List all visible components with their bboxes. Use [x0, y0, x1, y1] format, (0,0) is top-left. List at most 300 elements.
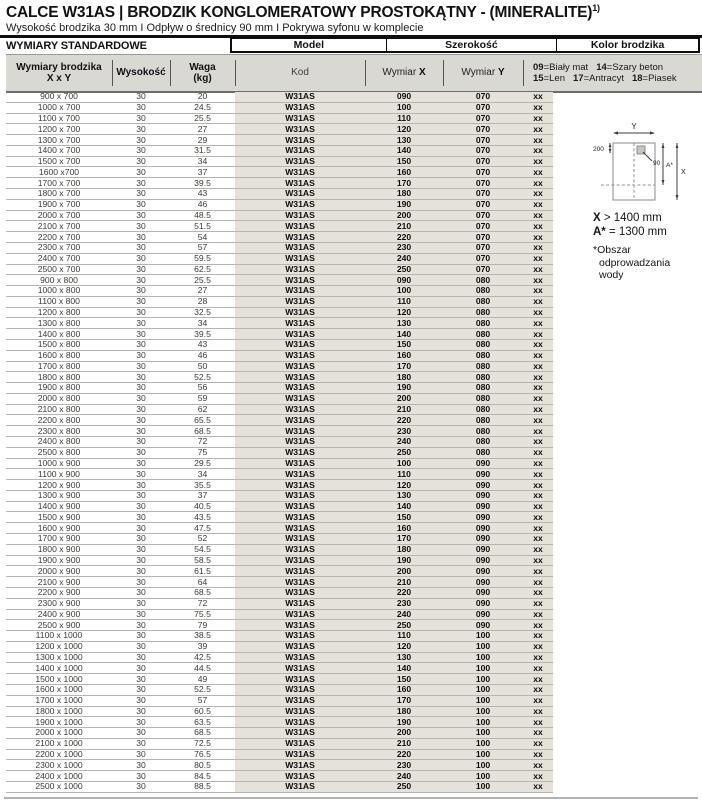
table-row — [6, 577, 553, 588]
cell-code: W31AS — [235, 760, 365, 770]
cell-code: W31AS — [235, 696, 365, 706]
cell-dim-y: 090 — [443, 512, 523, 522]
table-row — [6, 534, 553, 545]
cell-code: W31AS — [235, 265, 365, 275]
table-row — [6, 211, 553, 222]
cell-dimensions: 2000 x 1000 — [35, 727, 83, 738]
footnote-line: *Obszar — [593, 244, 631, 256]
cell-dim-y: 090 — [443, 459, 523, 469]
table-row — [6, 631, 553, 642]
table-row — [6, 146, 553, 157]
cell-code: W31AS — [235, 459, 365, 469]
cell-code: W31AS — [235, 469, 365, 479]
table-row — [6, 275, 553, 286]
cell-dim-y: 080 — [443, 318, 523, 328]
cell-dim-y: 100 — [443, 663, 523, 673]
cell-color-placeholder: xx — [523, 286, 553, 296]
cell-color-placeholder: xx — [523, 92, 553, 102]
cell-dim-x: 240 — [365, 254, 443, 264]
cell-height: 30 — [136, 220, 146, 231]
cell-color-placeholder: xx — [523, 211, 553, 221]
cell-color-placeholder: xx — [523, 415, 553, 425]
cell-weight: 61.5 — [194, 565, 211, 576]
cell-code: W31AS — [235, 653, 365, 663]
cell-height: 30 — [136, 695, 146, 706]
table-row — [6, 620, 553, 631]
cell-color-placeholder: xx — [523, 254, 553, 264]
cell-dim-x: 120 — [365, 642, 443, 652]
cell-code: W31AS — [235, 566, 365, 576]
table-body — [6, 92, 553, 793]
page-title — [6, 3, 600, 22]
table-row — [6, 405, 553, 416]
color-legend-item: 18=Piasek — [631, 73, 677, 84]
cell-color-placeholder: xx — [523, 674, 553, 684]
table-row — [6, 782, 553, 793]
cell-dim-y: 100 — [443, 631, 523, 641]
cell-height: 30 — [136, 759, 146, 770]
cell-dim-y: 100 — [443, 771, 523, 781]
cell-height: 30 — [136, 339, 146, 350]
table-row — [6, 167, 553, 178]
cell-weight: 43 — [197, 339, 208, 350]
cell-dim-x: 180 — [365, 545, 443, 555]
cell-code: W31AS — [235, 534, 365, 544]
cell-dim-x: 250 — [365, 448, 443, 458]
diagram-label-offset: 200 — [593, 146, 604, 153]
page-subtitle: Wysokość brodzika 30 mm I Odpływ o średnicy 90 mm I Pokrywa syfonu w komplecie — [6, 22, 424, 34]
cell-weight: 42.5 — [194, 652, 211, 663]
cell-dimensions: 1100 x 1000 — [35, 630, 83, 641]
cell-height: 30 — [136, 533, 146, 544]
page-title-text: CALCE W31AS | BRODZIK KONGLOMERATOWY PROSTOKĄTNY - (MINERALITE) — [6, 4, 593, 22]
cell-weight: 50 — [197, 360, 208, 371]
cell-code: W31AS — [235, 308, 365, 318]
color-legend-line1 — [533, 62, 702, 74]
cell-dimensions: 1900 x 800 — [37, 382, 81, 393]
cell-dim-y: 080 — [443, 308, 523, 318]
cell-dim-x: 180 — [365, 707, 443, 717]
cell-dimensions: 2300 x 1000 — [35, 759, 83, 770]
diagram-label-y: Y — [631, 122, 637, 131]
table-row — [6, 221, 553, 232]
cell-height: 30 — [136, 673, 146, 684]
arrowhead — [676, 143, 679, 148]
cell-dim-x: 110 — [365, 297, 443, 307]
cell-color-placeholder: xx — [523, 491, 553, 501]
cell-dimensions: 2100 x 800 — [37, 404, 81, 415]
cell-height: 30 — [136, 91, 146, 102]
cell-dim-y: 080 — [443, 415, 523, 425]
cell-color-placeholder: xx — [523, 426, 553, 436]
cell-color-placeholder: xx — [523, 750, 553, 760]
cell-code: W31AS — [235, 157, 365, 167]
cell-color-placeholder: xx — [523, 275, 553, 285]
table-row — [6, 491, 553, 502]
cell-dim-x: 210 — [365, 577, 443, 587]
cell-height: 30 — [136, 738, 146, 749]
cell-color-placeholder: xx — [523, 103, 553, 113]
cell-code: W31AS — [235, 189, 365, 199]
cell-weight: 37 — [197, 490, 208, 501]
cell-dimensions: 1900 x 700 — [37, 199, 81, 210]
cell-dimensions: 1200 x 900 — [37, 479, 81, 490]
cell-weight: 31.5 — [194, 145, 211, 156]
cell-dimensions: 1100 x 700 — [38, 112, 80, 123]
cell-color-placeholder: xx — [523, 556, 553, 566]
table-row — [6, 426, 553, 437]
cell-dimensions: 1900 x 1000 — [35, 716, 83, 727]
cell-dimensions: 1800 x 700 — [37, 188, 81, 199]
cell-dim-x: 220 — [365, 588, 443, 598]
table-row — [6, 394, 553, 405]
cell-color-placeholder: xx — [523, 545, 553, 555]
cell-dim-y: 080 — [443, 286, 523, 296]
cell-code: W31AS — [235, 297, 365, 307]
cell-weight: 79 — [197, 619, 208, 630]
cell-dimensions: 1600 x 800 — [37, 350, 81, 361]
header-divider — [170, 60, 171, 86]
cell-weight: 63.5 — [194, 716, 211, 727]
cell-dim-y: 100 — [443, 696, 523, 706]
note-a-dimension: A* = 1300 mm — [593, 226, 667, 238]
cell-dim-y: 080 — [443, 329, 523, 339]
table-row — [6, 286, 553, 297]
cell-color-placeholder: xx — [523, 318, 553, 328]
cell-height: 30 — [136, 285, 146, 296]
cell-weight: 80.5 — [194, 759, 211, 770]
cell-code: W31AS — [235, 707, 365, 717]
cell-weight: 62 — [197, 404, 208, 415]
cell-height: 30 — [136, 501, 146, 512]
cell-dim-y: 070 — [443, 243, 523, 253]
cell-weight: 28 — [197, 296, 208, 307]
diagram-footnote — [593, 244, 670, 282]
cell-dimensions: 900 x 800 — [40, 274, 78, 285]
cell-dim-y: 090 — [443, 577, 523, 587]
column-header-weight-line1: Waga — [189, 61, 216, 73]
header-divider — [365, 60, 366, 86]
cell-code: W31AS — [235, 674, 365, 684]
cell-dim-x: 110 — [365, 469, 443, 479]
cell-dimensions: 2400 x 900 — [37, 608, 81, 619]
cell-height: 30 — [136, 511, 146, 522]
cell-weight: 49 — [197, 673, 208, 684]
cell-dim-y: 100 — [443, 728, 523, 738]
cell-weight: 27 — [197, 285, 208, 296]
cell-weight: 54.5 — [194, 544, 211, 555]
cell-dim-y: 070 — [443, 200, 523, 210]
cell-weight: 25.5 — [194, 112, 211, 123]
table-row — [6, 308, 553, 319]
table-row — [6, 588, 553, 599]
cell-code: W31AS — [235, 502, 365, 512]
cell-height: 30 — [136, 242, 146, 253]
page-bottom-rule — [4, 797, 698, 799]
color-legend-line2 — [533, 73, 702, 85]
cell-dim-y: 090 — [443, 610, 523, 620]
cell-height: 30 — [136, 145, 146, 156]
table-row — [6, 480, 553, 491]
table-row — [6, 750, 553, 761]
cell-dim-y: 090 — [443, 523, 523, 533]
cell-weight: 40.5 — [194, 501, 211, 512]
footnote-line: odprowadzania — [599, 256, 671, 269]
cell-code: W31AS — [235, 771, 365, 781]
cell-code: W31AS — [235, 750, 365, 760]
color-legend-item: 17=Antracyt — [572, 73, 624, 84]
cell-code: W31AS — [235, 124, 365, 134]
arrowhead — [613, 131, 618, 134]
cell-dimensions: 1000 x 800 — [37, 285, 81, 296]
cell-dim-y: 090 — [443, 491, 523, 501]
cell-dim-x: 250 — [365, 265, 443, 275]
column-header-dimensions-line2: X x Y — [46, 73, 72, 84]
cell-dim-x: 110 — [365, 631, 443, 641]
cell-weight: 46 — [197, 350, 208, 361]
cell-dim-x: 200 — [365, 394, 443, 404]
cell-code: W31AS — [235, 663, 365, 673]
cell-code: W31AS — [235, 577, 365, 587]
cell-height: 30 — [136, 328, 146, 339]
cell-dim-x: 130 — [365, 135, 443, 145]
cell-height: 30 — [136, 102, 146, 113]
cell-height: 30 — [136, 598, 146, 609]
cell-dim-y: 100 — [443, 750, 523, 760]
cell-color-placeholder: xx — [523, 610, 553, 620]
header-divider — [112, 60, 113, 86]
cell-color-placeholder: xx — [523, 200, 553, 210]
cell-weight: 29.5 — [194, 457, 211, 468]
cell-height: 30 — [136, 123, 146, 134]
cell-weight: 62.5 — [194, 263, 211, 274]
cell-dimensions: 1400 x 800 — [37, 328, 81, 339]
cell-dim-x: 200 — [365, 211, 443, 221]
cell-code: W31AS — [235, 167, 365, 177]
table-row — [6, 351, 553, 362]
cell-height: 30 — [136, 177, 146, 188]
cell-color-placeholder: xx — [523, 653, 553, 663]
cell-dimensions: 2400 x 800 — [37, 436, 81, 447]
cell-code: W31AS — [235, 394, 365, 404]
cell-color-placeholder: xx — [523, 362, 553, 372]
cell-height: 30 — [136, 565, 146, 576]
cell-dimensions: 1100 x 900 — [38, 468, 80, 479]
cell-color-placeholder: xx — [523, 232, 553, 242]
cell-height: 30 — [136, 156, 146, 167]
cell-dimensions: 2100 x 700 — [37, 220, 81, 231]
cell-dim-x: 140 — [365, 502, 443, 512]
cell-dimensions: 1300 x 700 — [37, 134, 81, 145]
table-row — [6, 372, 553, 383]
cell-height: 30 — [136, 404, 146, 415]
cell-dim-y: 080 — [443, 448, 523, 458]
cell-color-placeholder: xx — [523, 437, 553, 447]
cell-color-placeholder: xx — [523, 566, 553, 576]
cell-color-placeholder: xx — [523, 340, 553, 350]
cell-dim-x: 220 — [365, 415, 443, 425]
cell-weight: 57 — [197, 242, 208, 253]
cell-code: W31AS — [235, 588, 365, 598]
cell-height: 30 — [136, 522, 146, 533]
table-row — [6, 566, 553, 577]
color-legend-item: 09=Biały mat — [533, 61, 589, 73]
cell-code: W31AS — [235, 415, 365, 425]
cell-dimensions: 1900 x 900 — [37, 554, 81, 565]
cell-dim-x: 120 — [365, 308, 443, 318]
cell-dim-x: 190 — [365, 556, 443, 566]
cell-weight: 72.5 — [194, 738, 211, 749]
diagram-notes — [593, 211, 670, 282]
table-row — [6, 642, 553, 653]
cell-color-placeholder: xx — [523, 372, 553, 382]
cell-code: W31AS — [235, 620, 365, 630]
cell-dim-y: 100 — [443, 717, 523, 727]
cell-color-placeholder: xx — [523, 405, 553, 415]
cell-code: W31AS — [235, 135, 365, 145]
table-row — [6, 103, 553, 114]
cell-code: W31AS — [235, 491, 365, 501]
cell-dimensions: 2000 x 900 — [37, 565, 81, 576]
cell-weight: 57 — [197, 695, 208, 706]
cell-dim-x: 150 — [365, 157, 443, 167]
cell-dim-x: 170 — [365, 696, 443, 706]
table-row — [6, 663, 553, 674]
table-row — [6, 707, 553, 718]
cell-color-placeholder: xx — [523, 685, 553, 695]
cell-height: 30 — [136, 371, 146, 382]
cell-code: W31AS — [235, 480, 365, 490]
cell-code: W31AS — [235, 782, 365, 792]
cell-color-placeholder: xx — [523, 221, 553, 231]
cell-code: W31AS — [235, 717, 365, 727]
cell-dim-y: 100 — [443, 674, 523, 684]
table-row — [6, 92, 553, 103]
cell-dim-x: 120 — [365, 124, 443, 134]
cell-dim-x: 190 — [365, 717, 443, 727]
cell-code: W31AS — [235, 642, 365, 652]
cell-dim-y: 080 — [443, 340, 523, 350]
cell-dim-y: 080 — [443, 405, 523, 415]
cell-dimensions: 1700 x 700 — [37, 177, 81, 188]
cell-dim-x: 170 — [365, 362, 443, 372]
cell-dimensions: 1200 x 800 — [37, 307, 81, 318]
cell-dim-y: 090 — [443, 599, 523, 609]
cell-height: 30 — [136, 393, 146, 404]
cell-code: W31AS — [235, 200, 365, 210]
cell-dim-x: 230 — [365, 243, 443, 253]
column-header-dim-y-label: Wymiar Y — [461, 67, 505, 79]
cell-color-placeholder: xx — [523, 265, 553, 275]
cell-dimensions: 1500 x 800 — [37, 339, 81, 350]
cell-color-placeholder: xx — [523, 297, 553, 307]
arrowhead — [662, 143, 665, 148]
cell-dim-y: 100 — [443, 782, 523, 792]
cell-dim-y: 070 — [443, 221, 523, 231]
cell-weight: 32.5 — [194, 307, 211, 318]
cell-weight: 29 — [197, 134, 208, 145]
cell-dim-y: 070 — [443, 157, 523, 167]
cell-code: W31AS — [235, 448, 365, 458]
cell-dimensions: 2500 x 700 — [37, 263, 81, 274]
cell-code: W31AS — [235, 211, 365, 221]
cell-weight: 38.5 — [194, 630, 211, 641]
cell-color-placeholder: xx — [523, 696, 553, 706]
table-row — [6, 114, 553, 125]
cell-dim-y: 100 — [443, 653, 523, 663]
cell-weight: 25.5 — [194, 274, 211, 285]
cell-color-placeholder: xx — [523, 459, 553, 469]
table-row — [6, 157, 553, 168]
cell-weight: 68.5 — [194, 425, 211, 436]
cell-weight: 34 — [197, 468, 208, 479]
cell-height: 30 — [136, 253, 146, 264]
cell-code: W31AS — [235, 232, 365, 242]
cell-code: W31AS — [235, 114, 365, 124]
cell-dim-x: 250 — [365, 620, 443, 630]
table-row — [6, 265, 553, 276]
cell-dim-y: 070 — [443, 135, 523, 145]
color-legend-item: 15=Len — [533, 73, 565, 84]
cell-dimensions: 1200 x 1000 — [35, 641, 83, 652]
cell-weight: 75.5 — [194, 608, 211, 619]
cell-dim-x: 210 — [365, 739, 443, 749]
cell-color-placeholder: xx — [523, 480, 553, 490]
cell-dim-y: 080 — [443, 394, 523, 404]
cell-dimensions: 2200 x 700 — [37, 231, 81, 242]
cell-dim-y: 080 — [443, 426, 523, 436]
cell-dim-y: 090 — [443, 556, 523, 566]
header-divider — [235, 60, 236, 86]
cell-height: 30 — [136, 662, 146, 673]
cell-weight: 84.5 — [194, 770, 211, 781]
table-header — [6, 54, 702, 93]
cell-dim-y: 070 — [443, 146, 523, 156]
diagram-label-drain: 90 — [653, 160, 661, 167]
cell-height: 30 — [136, 781, 146, 792]
cell-dim-x: 210 — [365, 221, 443, 231]
cell-code: W31AS — [235, 545, 365, 555]
arrowhead — [609, 143, 612, 147]
column-header-dim-x — [365, 55, 443, 91]
table-row — [6, 243, 553, 254]
cell-color-placeholder: xx — [523, 308, 553, 318]
cell-height: 30 — [136, 468, 146, 479]
cell-dim-y: 090 — [443, 534, 523, 544]
table-row — [6, 469, 553, 480]
cell-code: W31AS — [235, 254, 365, 264]
column-header-weight-line2: (kg) — [193, 73, 212, 84]
cell-height: 30 — [136, 576, 146, 587]
cell-color-placeholder: xx — [523, 620, 553, 630]
footnote-marker: 1) — [592, 3, 600, 13]
column-header-weight — [170, 55, 235, 91]
cell-weight: 39.5 — [194, 177, 211, 188]
cell-dim-y: 070 — [443, 124, 523, 134]
cell-height: 30 — [136, 263, 146, 274]
cell-weight: 52.5 — [194, 371, 211, 382]
color-legend-item: 14=Szary beton — [596, 61, 664, 73]
cell-dim-x: 160 — [365, 685, 443, 695]
cell-weight: 52 — [197, 533, 208, 544]
table-row — [6, 599, 553, 610]
cell-height: 30 — [136, 608, 146, 619]
cell-dimensions: 2300 x 900 — [37, 598, 81, 609]
cell-code: W31AS — [235, 523, 365, 533]
cell-weight: 43.5 — [194, 511, 211, 522]
cell-color-placeholder: xx — [523, 512, 553, 522]
cell-dim-y: 070 — [443, 103, 523, 113]
